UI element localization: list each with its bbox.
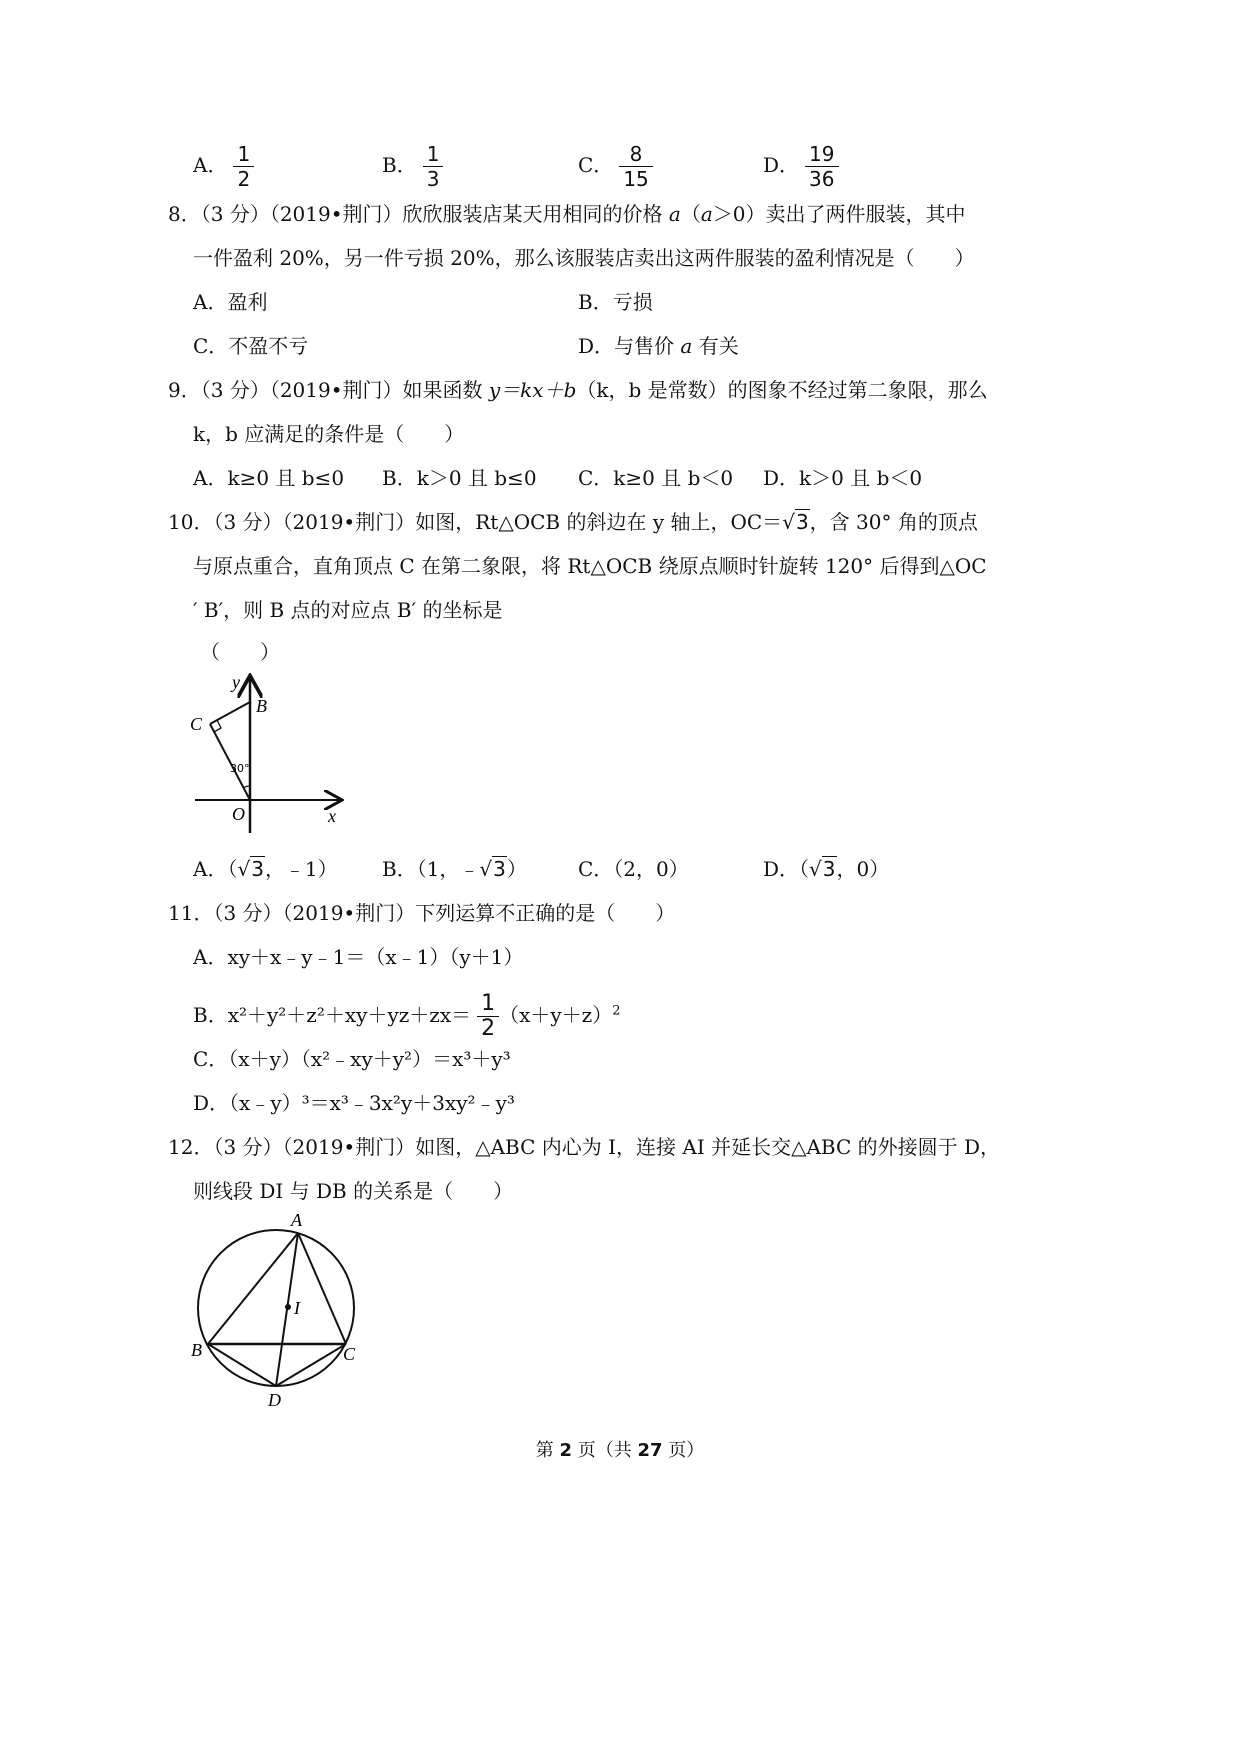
option-text: ）	[506, 857, 527, 881]
q12-text: （3 分）（2019•荆门）如图，△ABC 内心为 I，连接 AI 并延长交△ABC 的外接圆于 D，	[213, 1135, 1001, 1159]
label-C: C	[343, 1344, 356, 1364]
question-number: 12．	[168, 1135, 214, 1159]
label-C: C	[190, 714, 203, 734]
q10-stem-line3: ′ B′，则 B 点的对应点 B′ 的坐标是	[193, 598, 503, 622]
q12-stem-line2: 则线段 DI 与 DB 的关系是（ ）	[193, 1179, 514, 1203]
incenter-point	[285, 1304, 291, 1310]
label-I: I	[294, 1298, 300, 1318]
segment-CB	[210, 702, 250, 724]
denominator: 3	[426, 167, 440, 191]
denominator: 2	[481, 1016, 496, 1041]
fraction	[805, 142, 838, 191]
option-text: B．（1，﹣	[382, 857, 480, 881]
numerator: 8	[619, 142, 652, 167]
q11-option-a: A．xy＋x﹣y﹣1＝（x﹣1）（y＋1）	[193, 945, 524, 969]
label-B: B	[256, 696, 267, 716]
q8-option-a: A．盈利	[193, 290, 268, 314]
option-label: B．	[382, 153, 417, 177]
label-A: A	[291, 1210, 302, 1230]
q10-option-b	[382, 855, 527, 883]
label-angle: 30°	[230, 762, 250, 775]
question-number: 9．	[168, 378, 201, 402]
option-text: D．（	[763, 857, 810, 881]
q7-option-c	[578, 142, 653, 191]
label-x: x	[328, 806, 336, 826]
sqrt-three: √3	[782, 510, 809, 534]
exponent: 2	[612, 1003, 621, 1019]
q8-option-b: B．亏损	[578, 290, 653, 314]
q9-stem-line1	[168, 376, 988, 404]
q12-stem-line1	[168, 1133, 1000, 1161]
q10-text: ，含 30° 角的顶点	[809, 510, 978, 534]
total-pages: 27	[637, 1440, 663, 1461]
q9-option-a: A．k≥0 且 b≤0	[193, 466, 345, 490]
q11-option-d: D．（x﹣y）³＝x³﹣3x²y＋3xy²﹣y³	[193, 1091, 515, 1115]
option-label: C．	[578, 153, 614, 177]
option-label: A．	[193, 153, 228, 177]
numerator: 1	[233, 142, 254, 167]
option-text: D．与售价	[578, 334, 675, 358]
q7-option-b	[382, 142, 443, 191]
var-a: a	[700, 202, 713, 226]
label-y: y	[232, 672, 240, 692]
q9-option-c: C．k≥0 且 b＜0	[578, 466, 734, 490]
option-text: A．（	[193, 857, 238, 881]
q9-text: （3 分）（2019•荆门）如果函数	[200, 378, 483, 402]
option-label: D．	[763, 153, 800, 177]
radicand: 3	[251, 857, 264, 881]
fraction	[423, 142, 444, 191]
segment-CD	[276, 1344, 346, 1386]
page-number: 2	[559, 1440, 572, 1461]
numerator: 19	[805, 142, 838, 167]
label-D: D	[268, 1390, 281, 1410]
q8-option-c: C．不盈不亏	[193, 334, 309, 358]
radicand: 3	[822, 857, 836, 881]
fraction	[477, 992, 499, 1041]
denominator: 15	[623, 167, 649, 191]
footer-text: 第	[535, 1440, 554, 1461]
sqrt-three: √3	[479, 857, 506, 881]
function-expr: y＝kx＋b	[488, 378, 577, 402]
radicand: 3	[795, 510, 809, 534]
numerator: 1	[423, 142, 444, 167]
q10-option-a	[193, 855, 338, 883]
q11-option-c: C．（x＋y）（x²﹣xy＋y²）＝x³＋y³	[193, 1047, 511, 1071]
q11-option-b	[193, 992, 621, 1041]
var-a: a	[668, 202, 681, 226]
segment-AC	[298, 1233, 346, 1344]
q12-figure	[188, 1210, 368, 1410]
label-B: B	[191, 1340, 202, 1360]
q9-option-b: B．k＞0 且 b≤0	[382, 466, 537, 490]
fraction	[233, 142, 254, 191]
question-number: 10．	[168, 510, 214, 534]
q10-stem-line1	[168, 508, 978, 536]
footer-text: 页）	[668, 1440, 705, 1461]
q8-stem-line2: 一件盈利 20%，另一件亏损 20%，那么该服装店卖出这两件服装的盈利情况是（ ）	[193, 246, 975, 270]
page-footer	[0, 1436, 1240, 1462]
q10-figure	[180, 668, 360, 843]
option-text: B．x²＋y²＋z²＋xy＋yz＋zx＝	[193, 1003, 472, 1027]
label-O: O	[232, 804, 245, 824]
q9-stem-line2: k，b 应满足的条件是（ ）	[193, 422, 465, 446]
q8-text: （3 分）（2019•荆门）欣欣服装店某天用相同的价格	[200, 202, 663, 226]
q8-text: ＞0）卖出了两件服装，其中	[712, 202, 966, 226]
q8-option-d	[578, 332, 739, 360]
fraction	[619, 142, 652, 191]
option-text: 有关	[698, 334, 739, 358]
paren: （	[680, 202, 701, 226]
q8-stem-line1	[168, 200, 965, 228]
footer-text: 页（共	[577, 1440, 632, 1461]
question-number: 8．	[168, 202, 201, 226]
denominator: 2	[237, 167, 251, 191]
option-text: （x＋y＋z）	[499, 1003, 613, 1027]
q10-option-d	[763, 855, 889, 883]
q10-answer-blank: （ ）	[200, 640, 280, 664]
sqrt-three: √3	[237, 857, 264, 881]
q10-stem-line2: 与原点重合，直角顶点 C 在第二象限，将 Rt△OCB 绕原点顺时针旋转 120° 后得到△OC	[193, 554, 987, 578]
option-text: ，﹣1）	[264, 857, 338, 881]
segment-BD	[208, 1344, 276, 1386]
q9-text: （k，b 是常数）的图象不经过第二象限，那么	[576, 378, 988, 402]
question-number: 11．	[168, 901, 214, 925]
option-text: ，0）	[836, 857, 890, 881]
q10-text: （3 分）（2019•荆门）如图，Rt△OCB 的斜边在 y 轴上，OC＝	[213, 510, 783, 534]
q11-text: （3 分）（2019•荆门）下列运算不正确的是（ ）	[213, 901, 676, 925]
q9-option-d: D．k＞0 且 b＜0	[763, 466, 923, 490]
sqrt-three: √3	[809, 857, 836, 881]
numerator: 1	[477, 992, 499, 1017]
var-a: a	[680, 334, 693, 358]
q7-option-d	[763, 142, 839, 191]
denominator: 36	[809, 167, 835, 191]
q7-option-a	[193, 142, 254, 191]
q10-option-c: C．（2，0）	[578, 857, 689, 881]
q11-stem	[168, 899, 675, 927]
radicand: 3	[493, 857, 506, 881]
